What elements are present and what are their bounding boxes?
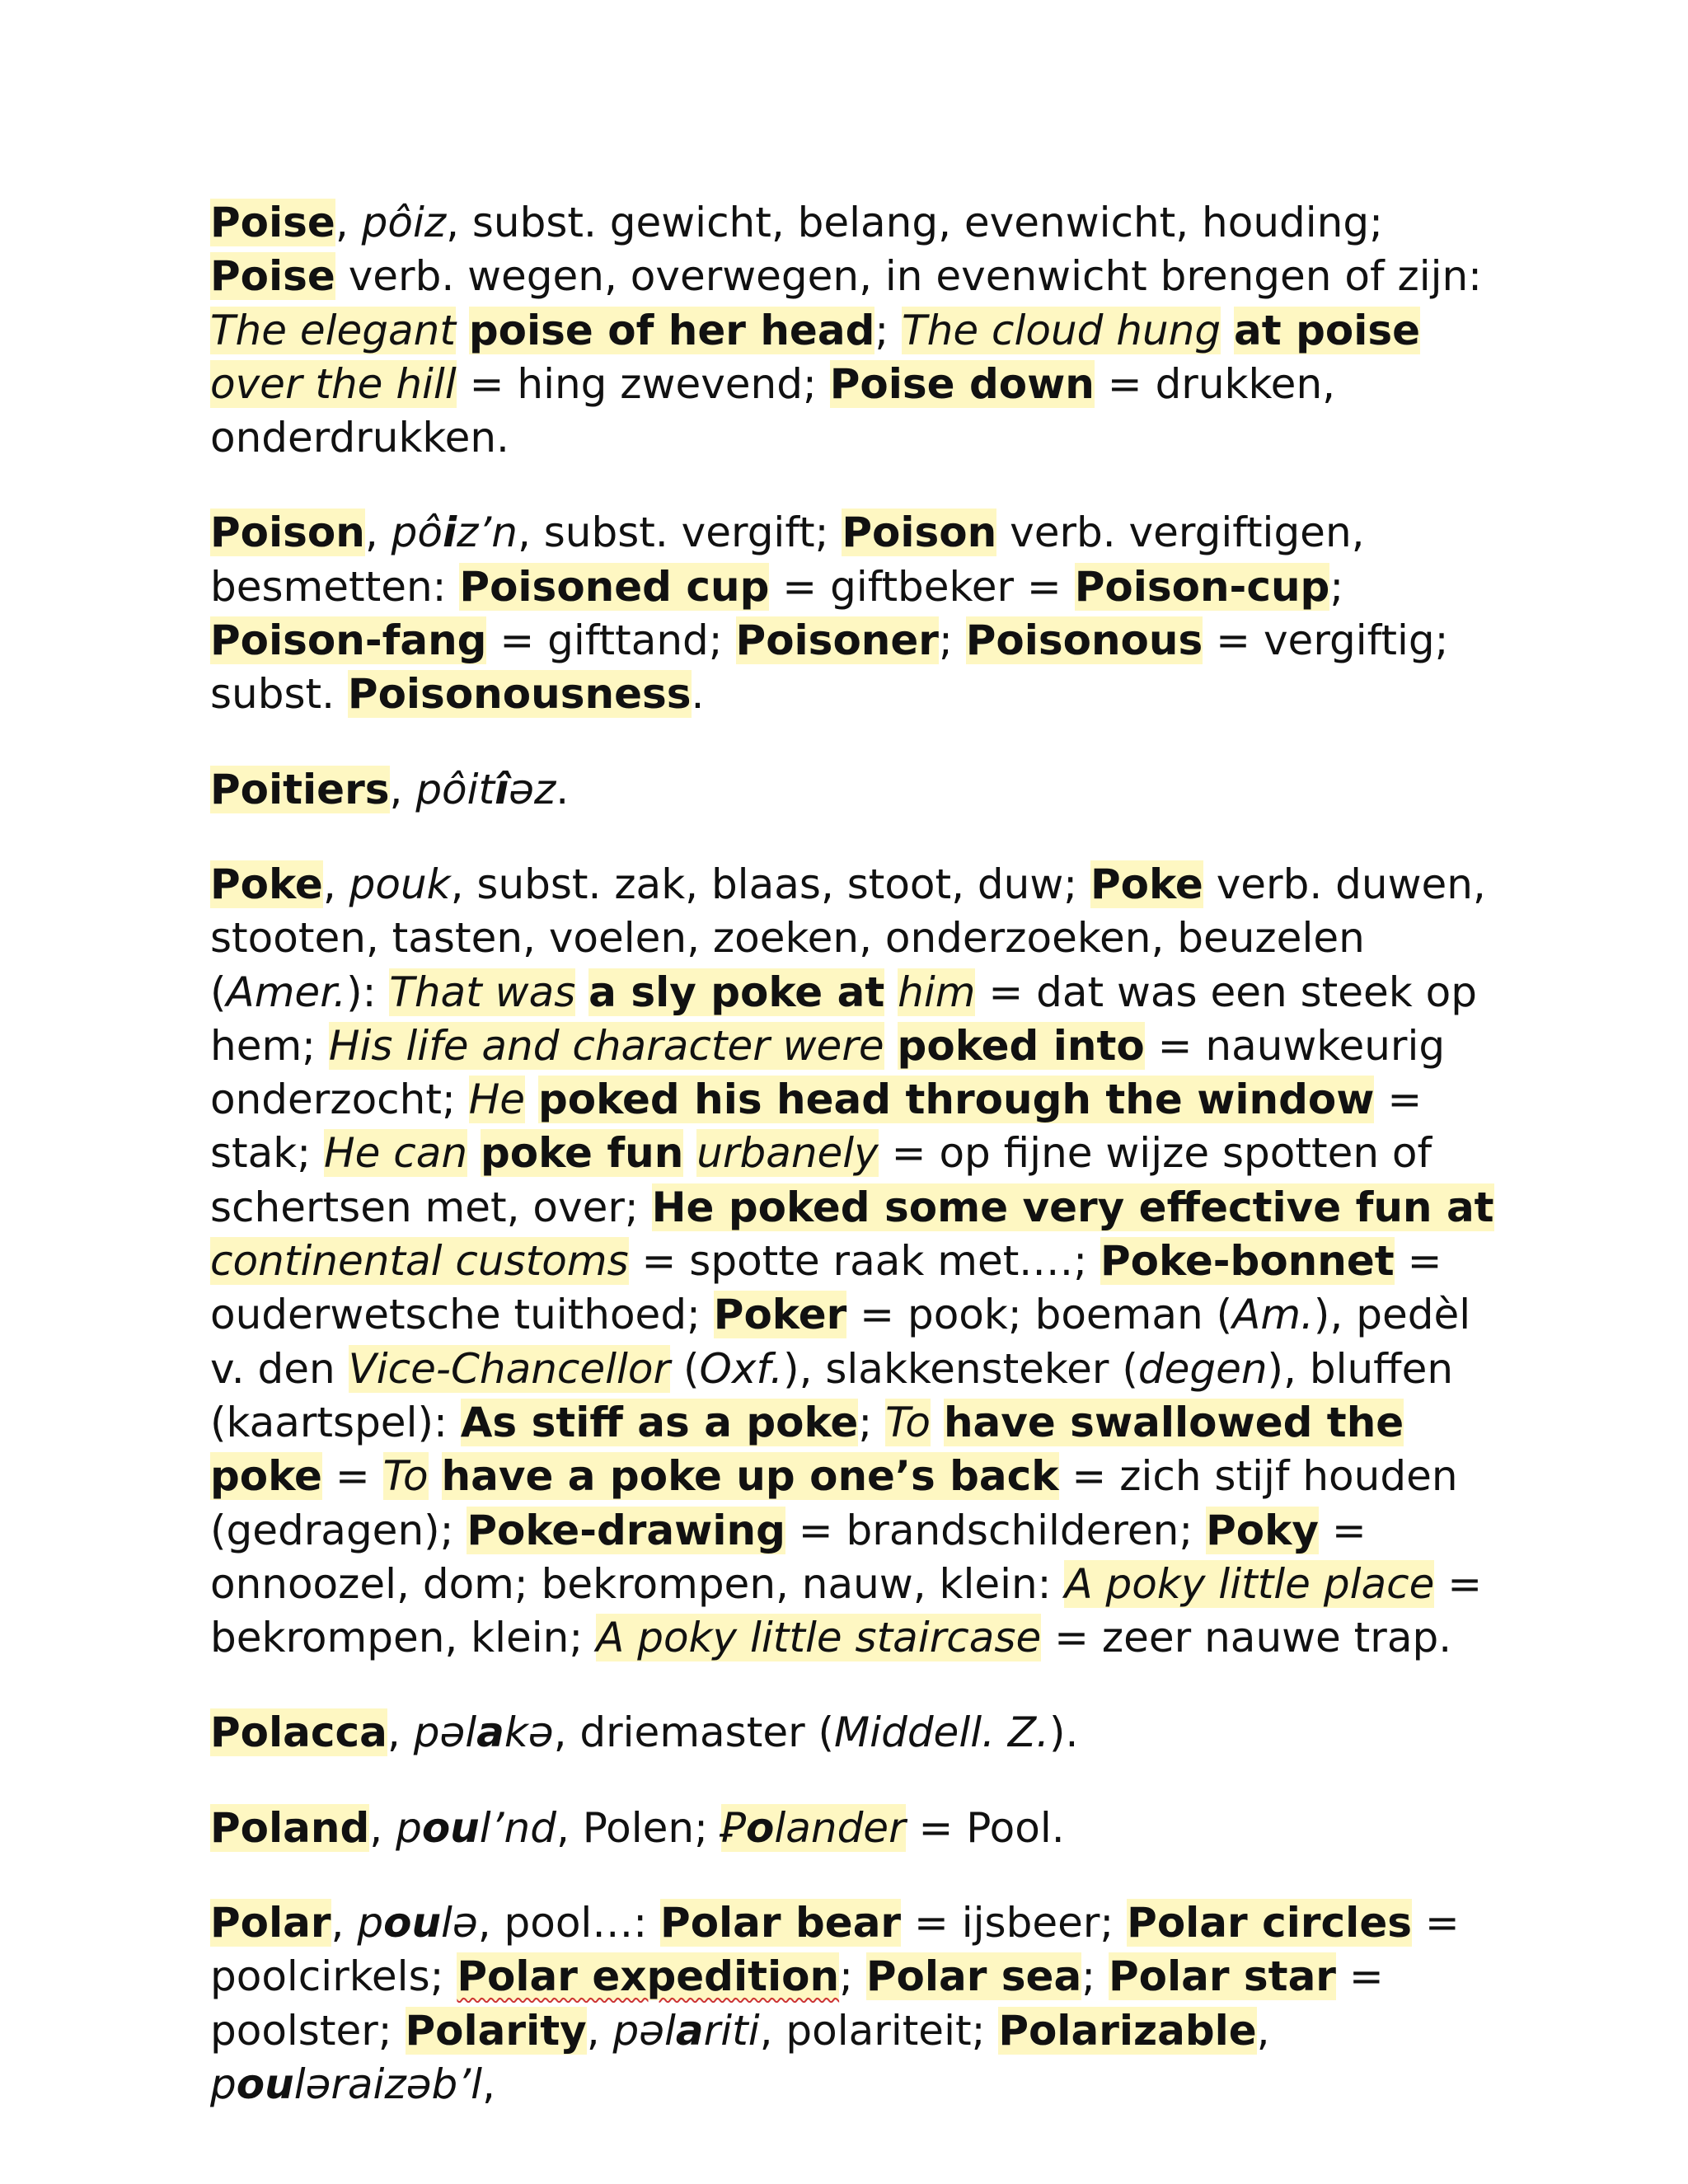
text-run: = Pool.: [905, 1803, 1065, 1852]
headword: Poison-fang: [210, 616, 487, 665]
headword: a sly poke at: [588, 968, 885, 1016]
text-run: , pool…:: [477, 1899, 661, 1947]
text-run: ), slakkensteker (: [783, 1344, 1138, 1393]
text-run: ), bluffen (kaartspel):: [210, 1344, 1454, 1446]
headword: Poise: [210, 199, 335, 246]
example-phrase: The cloud hung: [902, 306, 1221, 354]
example-phrase: continental customs: [210, 1237, 629, 1286]
example-phrase: He can: [324, 1129, 468, 1178]
example-phrase: urbanely: [696, 1129, 879, 1178]
entry-poitiers: [210, 763, 1496, 817]
headword: Poke: [210, 860, 323, 908]
text-run: p: [210, 2060, 237, 2108]
example-phrase: him: [898, 968, 976, 1016]
text-run: pôit: [415, 765, 495, 813]
entry-polacca: [210, 1706, 1496, 1760]
headword: Polar expedition: [457, 1952, 840, 2001]
text-run: ,: [389, 765, 416, 813]
headword: He poked some very effective fun at: [651, 1183, 1494, 1231]
example-phrase: lander: [774, 1803, 906, 1852]
text-run: kə: [504, 1708, 554, 1757]
example-phrase: The elegant: [210, 306, 456, 354]
headword: Poison: [842, 509, 997, 557]
example-phrase: A poky little place: [1064, 1559, 1435, 1608]
text-run: ;: [839, 1952, 866, 2001]
headword: Polarity: [405, 2006, 587, 2055]
headword: poked his head through the window: [537, 1076, 1375, 1124]
text-run: Amer.: [226, 968, 347, 1016]
text-run: ,: [586, 2006, 613, 2055]
text-run: pôiz: [361, 199, 447, 246]
text-run: ,: [364, 509, 392, 557]
text-run: [575, 968, 588, 1016]
text-run: = spotte raak met.…;: [628, 1237, 1100, 1286]
text-run: ;: [938, 616, 966, 665]
example-phrase: over the hill: [210, 359, 457, 408]
text-run: [884, 1022, 898, 1070]
headword: Poke: [1090, 860, 1203, 908]
text-run: , driemaster (: [553, 1708, 835, 1757]
headword: As stiff as a poke: [460, 1398, 859, 1446]
headword: at poise: [1234, 306, 1421, 354]
text-run: riti: [703, 2006, 760, 2055]
text-run: = zeer nauwe trap.: [1041, 1614, 1452, 1662]
example-phrase: Vice-Chancellor: [348, 1344, 671, 1393]
text-run: ;: [874, 306, 903, 354]
text-run: verb. duwen, stooten, tasten, voelen, zoeken, onderzoeken, beuzelen (: [210, 860, 1486, 1016]
text-run: , Polen;: [556, 1803, 721, 1852]
text-run: = giftbeker =: [769, 562, 1075, 611]
text-run: [1221, 307, 1234, 354]
text-run: , polariteit;: [759, 2006, 999, 2055]
text-run: ,: [387, 1708, 414, 1757]
text-run: = poolster;: [210, 1952, 1384, 2055]
headword: Poisonous: [965, 616, 1203, 665]
text-run: .: [691, 670, 705, 719]
headword: Polar bear: [660, 1899, 902, 1947]
headword: ou: [236, 2060, 294, 2108]
text-run: = drukken, onderdrukken.: [210, 359, 1336, 462]
text-run: Am.: [1232, 1291, 1314, 1339]
text-run: pô: [391, 509, 443, 557]
text-run: = nauwkeurig onderzocht;: [210, 1021, 1446, 1124]
headword: i: [442, 509, 457, 557]
text-run: [467, 1129, 481, 1177]
headword: Poker: [713, 1291, 847, 1339]
headword: Poisoned cup: [459, 562, 770, 611]
text-run: pouk: [349, 860, 451, 908]
headword: have a poke up one’s back: [441, 1452, 1059, 1501]
headword: Poky: [1206, 1506, 1319, 1554]
text-run: p: [396, 1803, 422, 1852]
headword: Poke-drawing: [467, 1506, 785, 1554]
headword: Poison: [210, 509, 365, 557]
headword: a: [675, 2006, 704, 2055]
text-run: = dat was een steek op hem;: [210, 968, 1477, 1070]
text-run: degen: [1137, 1344, 1268, 1393]
text-run: pəl: [612, 2006, 676, 2055]
text-run: = ijsbeer;: [901, 1899, 1128, 1947]
headword: ou: [383, 1899, 442, 1947]
headword: Polarizable: [998, 2006, 1257, 2055]
text-run: ,: [369, 1803, 396, 1852]
text-run: [456, 307, 469, 354]
headword: ou: [421, 1803, 480, 1852]
headword: Polacca: [210, 1708, 387, 1757]
text-run: verb. vergiftigen, besmetten:: [210, 509, 1365, 611]
entry-poise: [210, 196, 1496, 465]
text-run: .: [556, 765, 570, 813]
text-run: ,: [335, 199, 362, 246]
headword: Polar sea: [865, 1952, 1082, 2001]
headword: Poland: [210, 1803, 370, 1852]
headword: Polar: [210, 1899, 331, 1947]
headword: Poison-cup: [1074, 562, 1330, 611]
example-phrase: To: [382, 1452, 429, 1501]
example-phrase: Ꝑ: [720, 1803, 746, 1852]
headword: Poke-bonnet: [1100, 1237, 1395, 1286]
text-run: = zich stijf houden (gedragen);: [210, 1452, 1458, 1554]
text-run: ləraizəb’l: [293, 2060, 482, 2108]
text-run: [683, 1129, 696, 1177]
text-run: l’nd: [479, 1803, 556, 1852]
text-run: ,: [331, 1899, 358, 1947]
text-run: ,: [481, 2060, 495, 2108]
example-phrase: To: [885, 1398, 931, 1446]
text-run: p: [357, 1899, 384, 1947]
text-run: lə: [441, 1899, 478, 1947]
headword: poise of her head: [468, 306, 875, 354]
headword: Poitiers: [210, 765, 390, 813]
entry-polar: [210, 1896, 1496, 2111]
text-run: = pook; boeman (: [846, 1291, 1233, 1339]
headword: poke fun: [480, 1129, 684, 1178]
example-phrase: That was: [389, 968, 576, 1016]
text-run: ;: [1329, 562, 1344, 611]
text-run: ).: [1049, 1708, 1079, 1757]
text-run: = vergiftig; subst.: [210, 616, 1449, 719]
text-run: əz: [509, 765, 556, 813]
text-run: = op fijne wijze spotten of schertsen met, over;: [210, 1129, 1432, 1231]
dictionary-page: [210, 196, 1496, 2153]
text-run: Middell. Z.: [834, 1708, 1050, 1757]
example-phrase: His life and character were: [328, 1021, 884, 1070]
text-run: = poolcirkels;: [210, 1899, 1460, 2001]
entry-poland: [210, 1802, 1496, 1855]
text-run: = ouderwetsche tuithoed;: [210, 1237, 1442, 1339]
text-run: ;: [858, 1398, 886, 1446]
entry-poke: [210, 858, 1496, 1665]
text-run: ,: [322, 860, 349, 908]
text-run: = bekrompen, klein;: [210, 1559, 1483, 1662]
text-run: [884, 968, 898, 1016]
headword: Poisonousness: [347, 670, 692, 719]
text-run: , subst. vergift;: [517, 509, 842, 557]
headword: a: [476, 1708, 504, 1757]
text-run: =: [321, 1452, 383, 1501]
text-run: [525, 1076, 538, 1123]
headword: poked into: [897, 1021, 1145, 1070]
text-run: z’n: [457, 509, 518, 557]
text-run: [931, 1399, 944, 1446]
text-run: = hing zwevend;: [456, 359, 830, 408]
headword: have swallowed the poke: [210, 1398, 1404, 1501]
entry-poison: [210, 506, 1496, 721]
text-run: ):: [346, 968, 390, 1016]
example-phrase: He: [468, 1076, 526, 1124]
text-run: (: [670, 1344, 700, 1393]
headword: Polar circles: [1127, 1899, 1412, 1947]
example-phrase: A poky little staircase: [596, 1614, 1042, 1662]
text-run: Oxf.: [699, 1344, 784, 1393]
text-run: , subst. zak, blaas, stoot, duw;: [450, 860, 1090, 908]
text-run: pəl: [413, 1708, 477, 1757]
text-run: ), pedèl v. den: [210, 1291, 1471, 1393]
text-run: , subst. gewicht, belang, evenwicht, houding;: [446, 199, 1383, 246]
headword: Polar star: [1108, 1952, 1336, 2001]
text-run: verb. wegen, overwegen, in evenwicht brengen of zijn:: [335, 252, 1483, 301]
headword: o: [745, 1803, 775, 1852]
headword: î: [495, 765, 509, 813]
text-run: = onnoozel, dom; bekrompen, nauw, klein:: [210, 1506, 1367, 1608]
headword: Poise down: [829, 359, 1095, 408]
text-run: = brandschilderen;: [785, 1506, 1207, 1554]
headword: Poise: [210, 252, 335, 301]
text-run: = gifttand;: [486, 616, 736, 665]
text-run: ;: [1081, 1952, 1109, 2001]
headword: Poisoner: [735, 616, 939, 665]
text-run: [429, 1452, 442, 1500]
text-run: ,: [1256, 2006, 1270, 2055]
text-run: = stak;: [210, 1076, 1423, 1178]
